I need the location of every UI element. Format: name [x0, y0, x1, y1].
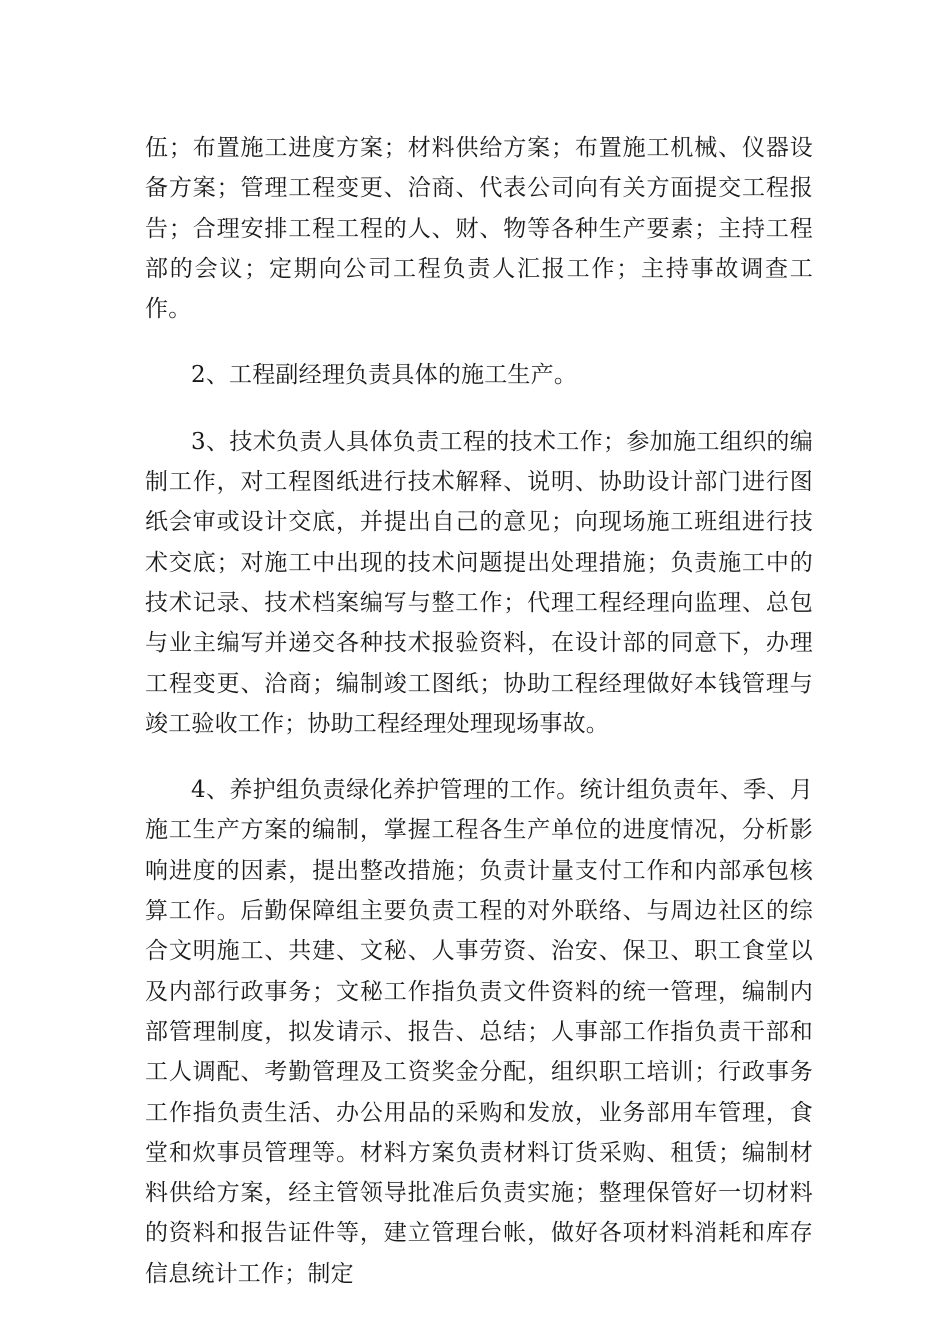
- document-body: [145, 128, 813, 1294]
- paragraph-deputy-manager: 2、工程副经理负责具体的施工生产。: [191, 362, 578, 389]
- paragraph-continued: 伍；布置施工进度方案；材料供给方案；布置施工机械、仪器设备方案；管理工程变更、洽商、代表公司向有关方面提交工程报告；合理安排工程工程的人、财、物等各种生产要素；主持工程部的会议；定期向公司工程负责人汇报工作；主持事故调查工作。: [145, 135, 813, 323]
- paragraph-technical-lead: 3、技术负责人具体负责工程的技术工作；参加施工组织的编制工作，对工程图纸进行技术解释、说明、协助设计部门进行图纸会审或设计交底，并提出自己的意见；向现场施工班组进行技术交底；对施工中出现的技术问题提出处理措施；负责施工中的技术记录、技术档案编写与整工作；代理工程经理向监理、总包与业主编写并递交各种技术报验资料，在设计部的同意下，办理工程变更、洽商；编制竣工图纸；协助工程经理做好本钱管理与竣工验收工作；协助工程经理处理现场事故。: [145, 428, 813, 737]
- paragraph-maintenance-group: 4、养护组负责绿化养护管理的工作。统计组负责年、季、月施工生产方案的编制，掌握工程各生产单位的进度情况，分析影响进度的因素，提出整改措施；负责计量支付工作和内部承包核算工作。后勤保障组主要负责工程的对外联络、与周边社区的综合文明施工、共建、文秘、人事劳资、治安、保卫、职工食堂以及内部行政事务；文秘工作指负责文件资料的统一管理，编制内部管理制度，拟发请示、报告、总结；人事部工作指负责干部和工人调配、考勤管理及工资奖金分配，组织职工培训；行政事务工作指负责生活、办公用品的采购和发放，业务部用车管理，食堂和炊事员管理等。材料方案负责材料订货采购、租赁；编制材料供给方案，经主管领导批准后负责实施；整理保管好一切材料的资料和报告证件等，建立管理台帐，做好各项材料消耗和库存信息统计工作；制定: [145, 777, 813, 1287]
